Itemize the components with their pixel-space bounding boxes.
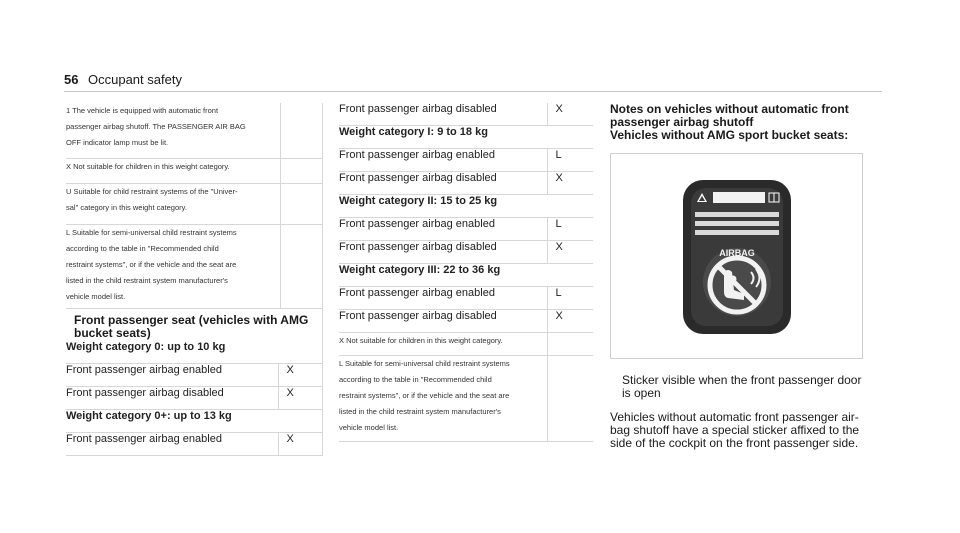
- heading-line: bucket seats): [74, 326, 151, 340]
- table-row: [339, 241, 593, 264]
- row-label: Front passenger airbag disabled: [339, 172, 547, 195]
- footnote-row: [66, 225, 322, 309]
- footnote-line: listed in the child restraint system manufacturer's: [339, 407, 501, 416]
- row-label: Front passenger airbag disabled: [66, 387, 278, 410]
- airbag-warning-sticker-icon: [611, 154, 864, 360]
- footnote-row: [339, 333, 593, 356]
- row-value: X: [547, 241, 593, 264]
- footnote-line: passenger airbag shutoff. The PASSENGER AIR BAG: [66, 122, 246, 131]
- footnote-line: vehicle model list.: [66, 292, 126, 301]
- category-label: Weight category 0: up to 10 kg: [66, 341, 322, 364]
- sticker-text: AIRBAG: [719, 248, 755, 258]
- body-line: side of the cockpit on the front passenger side.: [610, 436, 859, 450]
- footnote-row: [66, 103, 322, 159]
- weight-category-table: [339, 103, 593, 442]
- empty-cell: [280, 225, 322, 309]
- table-row: [339, 218, 593, 241]
- row-label: Front passenger airbag enabled: [339, 218, 547, 241]
- sticker-figure: [610, 153, 863, 359]
- category-header-row: [66, 341, 322, 364]
- body-line: Vehicles without automatic front passenger air-: [610, 410, 859, 424]
- table-row: [339, 287, 593, 310]
- row-label: Front passenger airbag enabled: [339, 287, 547, 310]
- table-row: [339, 103, 593, 126]
- row-value: L: [547, 287, 593, 310]
- table-row: [66, 433, 322, 456]
- row-value: L: [547, 149, 593, 172]
- heading-line: Notes on vehicles without automatic front: [610, 102, 849, 116]
- row-value: X: [547, 172, 593, 195]
- amg-seat-table: [66, 341, 322, 456]
- empty-cell: [280, 184, 322, 225]
- category-label: Weight category 0+: up to 13 kg: [66, 410, 322, 433]
- notes-body: [610, 411, 872, 450]
- caption-line: Sticker visible when the front passenger door: [622, 373, 862, 387]
- header-rule: [64, 91, 882, 92]
- caption-line: is open: [622, 386, 661, 400]
- row-label: Front passenger airbag enabled: [66, 364, 278, 387]
- body-line: bag shutoff have a special sticker affixed to the: [610, 423, 860, 437]
- category-header-row: [339, 195, 593, 218]
- footnote-text: [66, 159, 280, 184]
- footnote-line: L Suitable for semi-universal child restraint systems: [339, 359, 510, 368]
- footnote-line: according to the table in "Recommended child: [66, 244, 219, 253]
- footnote-line: restraint systems", or if the vehicle and the seat are: [339, 391, 510, 400]
- empty-cell: [280, 159, 322, 184]
- table-row: [339, 172, 593, 195]
- footnote-line: 1 The vehicle is equipped with automatic front: [66, 106, 219, 115]
- footnote-text: [66, 184, 280, 225]
- table-row: [339, 149, 593, 172]
- category-header-row: [66, 410, 322, 433]
- amg-section-heading: [74, 314, 324, 340]
- heading-line: passenger airbag shutoff: [610, 115, 754, 129]
- footnote-row: [339, 356, 593, 442]
- row-label: Front passenger airbag enabled: [339, 149, 547, 172]
- heading-line: Front passenger seat (vehicles with AMG: [74, 313, 309, 327]
- page-header: [64, 72, 882, 92]
- empty-cell: [547, 333, 593, 356]
- row-value: X: [278, 364, 322, 387]
- category-header-row: [339, 126, 593, 149]
- footnote-line: sal" category in this weight category.: [66, 203, 187, 212]
- figure-caption: [622, 374, 872, 400]
- row-value: X: [278, 387, 322, 410]
- row-label: Front passenger airbag disabled: [339, 103, 547, 126]
- footnote-line: OFF indicator lamp must be lit.: [66, 138, 169, 147]
- footnote-line: X Not suitable for children in this weight category.: [66, 162, 230, 171]
- row-label: Front passenger airbag disabled: [339, 310, 547, 333]
- category-header-row: [339, 264, 593, 287]
- heading-line: Vehicles without AMG sport bucket seats:: [610, 128, 849, 142]
- empty-cell: [547, 356, 593, 442]
- row-label: Front passenger airbag disabled: [339, 241, 547, 264]
- category-label: Weight category III: 22 to 36 kg: [339, 264, 593, 287]
- table-row: [66, 364, 322, 387]
- notes-heading: [610, 103, 880, 142]
- footnote-text: [66, 103, 280, 159]
- row-value: L: [547, 218, 593, 241]
- row-value: X: [278, 433, 322, 456]
- section-title: Occupant safety: [88, 72, 182, 87]
- footnote-text: [339, 333, 547, 356]
- column-divider: [322, 103, 323, 456]
- category-label: Weight category II: 15 to 25 kg: [339, 195, 593, 218]
- category-label: Weight category I: 9 to 18 kg: [339, 126, 593, 149]
- footnote-line: according to the table in "Recommended child: [339, 375, 492, 384]
- table-row: [339, 310, 593, 333]
- footnote-row: [66, 159, 322, 184]
- row-value: X: [547, 310, 593, 333]
- footnote-line: X Not suitable for children in this weight category.: [339, 336, 503, 345]
- footnote-line: restraint systems", or if the vehicle and the seat are: [66, 260, 237, 269]
- footnote-line: listed in the child restraint system manufacturer's: [66, 276, 228, 285]
- footnote-row: [66, 184, 322, 225]
- row-label: Front passenger airbag enabled: [66, 433, 278, 456]
- empty-cell: [280, 103, 322, 159]
- footnote-line: vehicle model list.: [339, 423, 399, 432]
- footnote-line: U Suitable for child restraint systems of the "Univer-: [66, 187, 238, 196]
- footnotes-table: [66, 103, 322, 309]
- footnote-line: L Suitable for semi-universal child restraint systems: [66, 228, 237, 237]
- table-row: [66, 387, 322, 410]
- page-number: 56: [64, 72, 79, 87]
- footnote-text: [66, 225, 280, 309]
- row-value: X: [547, 103, 593, 126]
- footnote-text: [339, 356, 547, 442]
